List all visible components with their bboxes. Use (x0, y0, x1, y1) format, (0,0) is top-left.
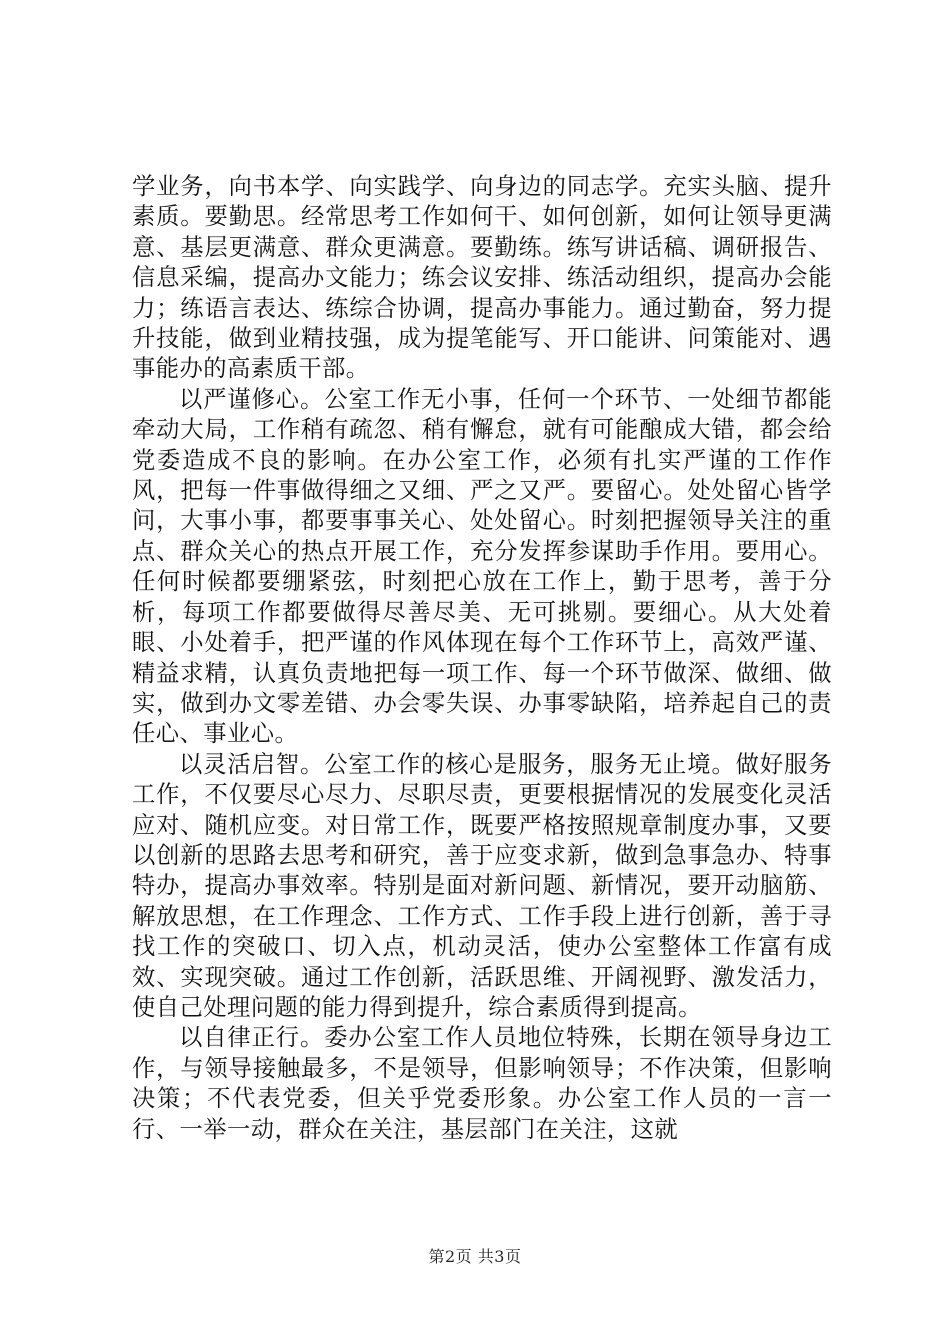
page-number-footer: 第2页 共3页 (428, 1247, 522, 1266)
paragraph-rigor: 以严谨修心。公室工作无小事，任何一个环节、一处细节都能牵动大局，工作稍有疏忽、稍有懈怠，就有可能酿成大错，都会给党委造成不良的影响。在办公室工作，必须有扎实严谨的工作作风，把每一件事做得细之又细、严之又严。要留心。处处留心皆学问，大事小事，都要事事关心、处处留心。时刻把握领导关注的重点、群众关心的热点开展工作，充分发挥参谋助手作用。要用心。任何时候都要绷紧弦，时刻把心放在工作上，勤于思考，善于分析，每项工作都要做得尽善尽美、无可挑剔。要细心。从大处着眼、小处着手，把严谨的作风体现在每个工作环节上，高效严谨、精益求精，认真负责地把每一项工作、每一个环节做深、做细、做实，做到办文零差错、办会零失误、办事零缺陷，培养起自己的责任心、事业心。 (132, 385, 832, 748)
paragraph-self-discipline: 以自律正行。委办公室工作人员地位特殊，长期在领导身边工作，与领导接触最多，不是领导，但影响领导；不作决策，但影响决策；不代表党委，但关乎党委形象。办公室工作人员的一言一行、一举一动，群众在关注，基层部门在关注，这就 (132, 1024, 832, 1143)
document-body (132, 172, 832, 1145)
paragraph-continuation: 学业务，向书本学、向实践学、向身边的同志学。充实头脑、提升素质。要勤思。经常思考工作如何干、如何创新，如何让领导更满意、基层更满意、群众更满意。要勤练。练写讲话稿、调研报告、信息采编，提高办文能力；练会议安排、练活动组织，提高办会能力；练语言表达、练综合协调，提高办事能力。通过勤奋，努力提升技能，做到业精技强，成为提笔能写、开口能讲、问策能对、遇事能办的高素质干部。 (132, 173, 832, 383)
paragraph-flexibility: 以灵活启智。公室工作的核心是服务，服务无止境。做好服务工作，不仅要尽心尽力、尽职尽责，更要根据情况的发展变化灵活应对、随机应变。对日常工作，既要严格按照规章制度办事，又要以创新的思路去思考和研究，善于应变求新，做到急事急办、特事特办，提高办事效率。特别是面对新问题、新情况，要开动脑筋、解放思想，在工作理念、工作方式、工作手段上进行创新，善于寻找工作的突破口、切入点，机动灵活，使办公室整体工作富有成效、实现突破。通过工作创新，活跃思维、开阔视野、激发活力，使自己处理问题的能力得到提升，综合素质得到提高。 (132, 750, 832, 1021)
